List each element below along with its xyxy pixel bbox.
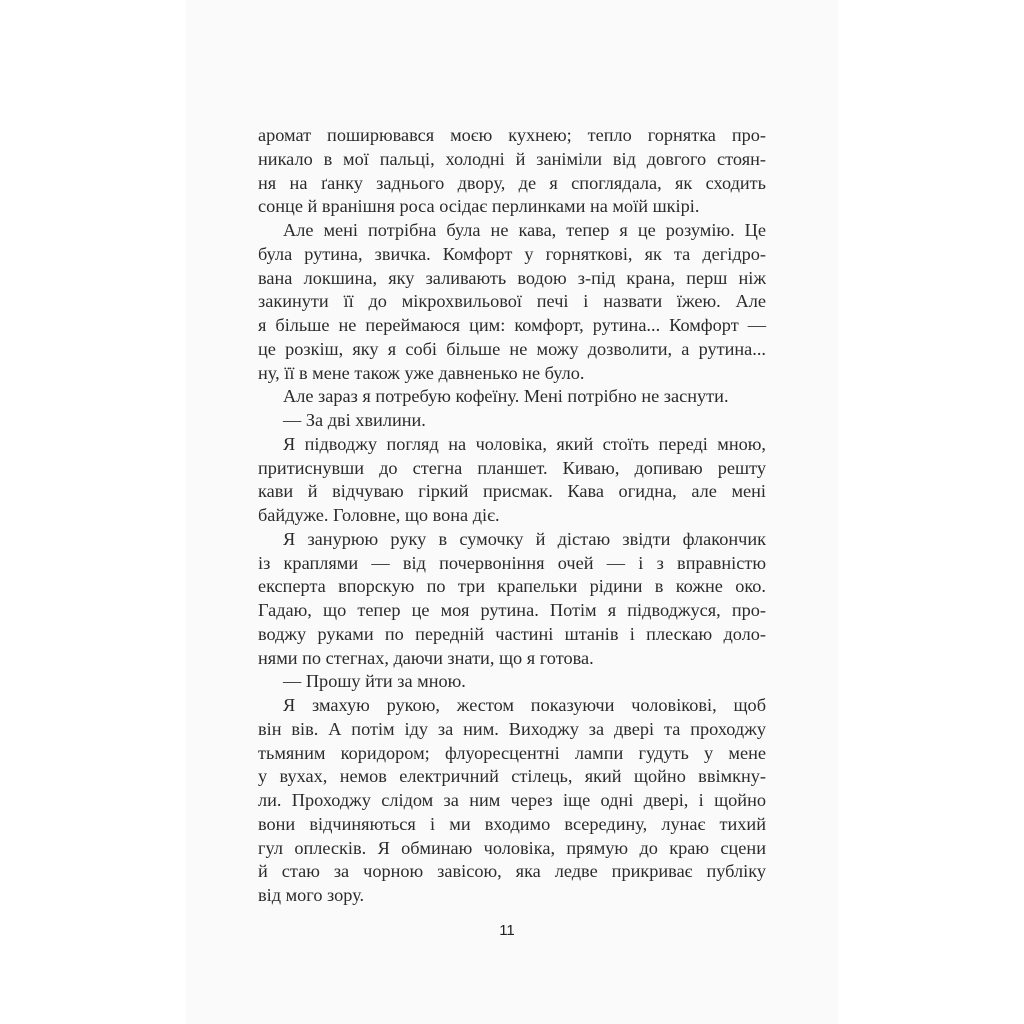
paragraph [258, 433, 766, 528]
text-line: я більше не переймаюся цим: комфорт, рутина... Комфорт — [258, 315, 766, 335]
text-line: воджу руками по передній частині штанів і плескаю доло- [258, 623, 766, 644]
text-line: Гадаю, що тепер це моя рутина. Потім я підводжуся, про- [258, 600, 766, 620]
text-line: ня на ґанку заднього двору, де я споглядала, як сходить [258, 172, 766, 193]
body-text [258, 124, 766, 908]
text-line: ну, її в мене також уже давненько не було. [258, 362, 585, 383]
text-line: гул оплесків. Я обминаю чоловіка, прямую до краю сцени [258, 837, 766, 858]
paragraph [258, 124, 766, 219]
text-line: притиснувши до стегна планшет. Киваю, допиваю решту [258, 457, 766, 478]
text-line: ли. Проходжу слідом за ним через іще одні двері, і щойно [258, 790, 766, 810]
text-line: закинути її до мікрохвильової печі і назвати їжею. Але [258, 291, 766, 312]
text-line: байдуже. Головне, що вона діє. [258, 505, 500, 525]
page-number: 11 [499, 922, 515, 939]
text-line: никало в мої пальці, холодні й заніміли від довгого стоян- [258, 148, 766, 169]
text-line: — Прошу йти за мною. [283, 671, 466, 692]
text-line: й стаю за чорною завісою, яка ледве прикриває публіку [258, 861, 766, 882]
text-line: Я підводжу погляд на чоловіка, який стоїть переді мною, [283, 433, 766, 454]
text-line: із краплями — від почервоніння очей — і з вправністю [258, 552, 766, 573]
text-line: експерта впорскую по три крапельки рідини в кожне око. [258, 576, 766, 597]
text-line: від мого зору. [258, 885, 365, 905]
paragraph [258, 528, 766, 671]
text-line: тьмяним коридором; флуоресцентні лампи гудуть у мене [258, 742, 766, 763]
text-line: це розкіш, яку я собі більше не можу дозволити, а рутина... [258, 338, 766, 359]
paragraph [258, 694, 766, 908]
text-line: Але мені потрібна була не кава, тепер я це розумію. Це [283, 220, 766, 240]
paragraph [258, 409, 766, 433]
paragraph [258, 670, 766, 694]
text-line: вана локшина, яку заливають водою з-під крана, перш ніж [258, 267, 766, 288]
text-line: Я занурюю руку в сумочку й дістаю звідти флакончик [283, 528, 766, 549]
text-line: у вухах, немов електричний стілець, який щойно ввімкну- [258, 766, 766, 787]
paragraph [258, 385, 766, 409]
text-line: аромат поширювався моєю кухнею; тепло горнятка про- [258, 125, 766, 145]
text-line: Але зараз я потребую кофеїну. Мені потрібно не заснути. [283, 386, 729, 407]
text-line: нями по стегнах, даючи знати, що я готова. [258, 647, 594, 668]
book-page [186, 0, 838, 1024]
text-line: сонце й вранішня роса осідає перлинками на моїй шкірі. [258, 196, 700, 217]
text-line: була рутина, звичка. Комфорт у горнятковi, як та дегідро- [258, 243, 766, 264]
paragraph [258, 219, 766, 385]
text-line: — За дві хвилини. [283, 410, 426, 430]
text-line: він вів. А потім іду за ним. Виходжу за двері та проходжу [258, 718, 766, 739]
text-line: Я змахую рукою, жестом показуючи чоловікові, щоб [283, 695, 766, 715]
text-line: вони відчиняються і ми входимо всередину, лунає тихий [258, 813, 766, 834]
text-line: кави й відчуваю гіркий присмак. Кава огидна, але мені [258, 481, 766, 502]
